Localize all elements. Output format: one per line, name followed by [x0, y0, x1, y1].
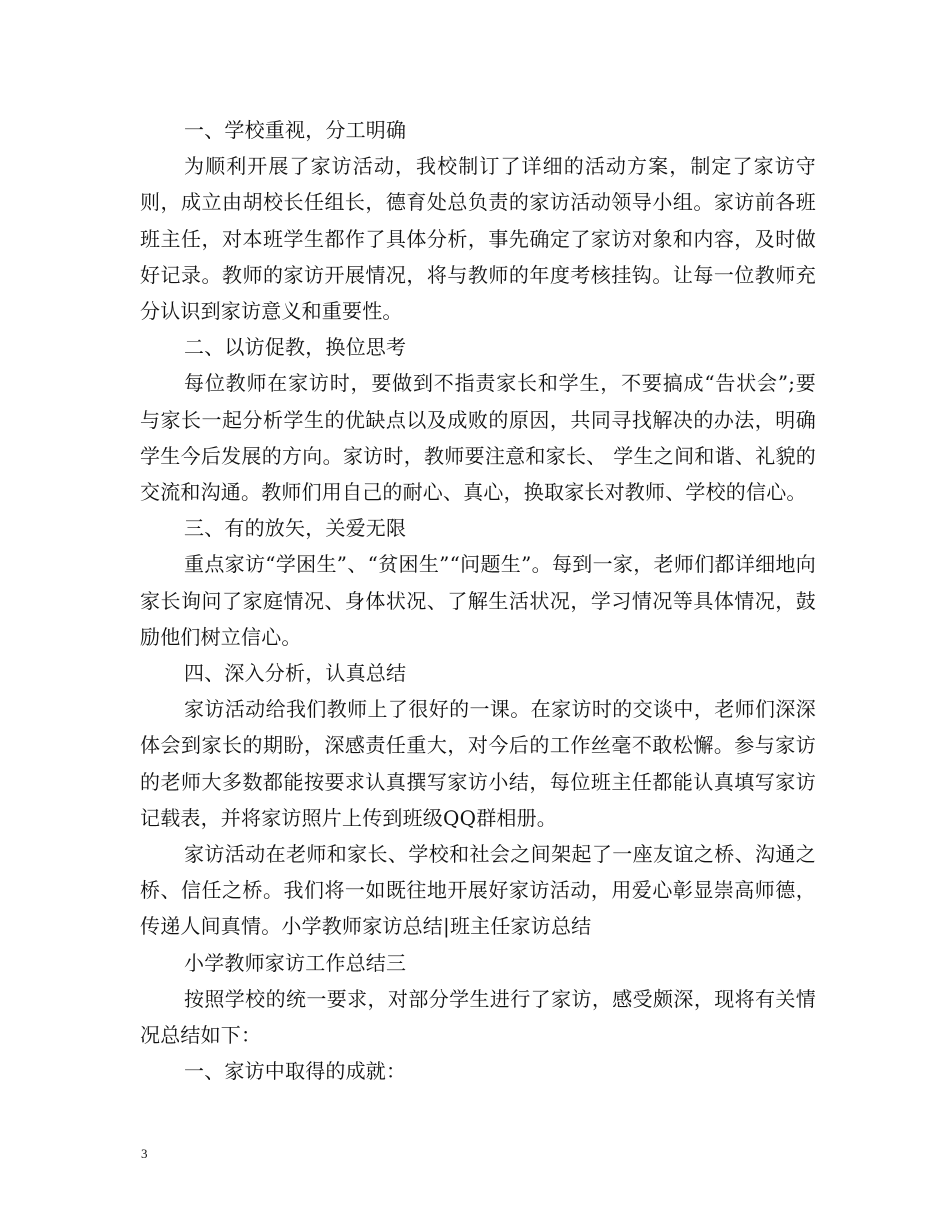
section-heading-3: 三、有的放矢，关爱无限	[184, 516, 407, 541]
page-number: 3	[141, 1146, 148, 1161]
section-heading-1: 一、学校重视，分工明确	[184, 118, 407, 142]
document-body	[140, 112, 816, 1089]
paragraph-6: 按照学校的统一要求，对部分学生进行了家访，感受颇深，现将有关情况总结如下：	[140, 986, 816, 1048]
section-heading-2: 二、以访促教，换位思考	[184, 335, 407, 360]
paragraph-4: 家访活动给我们教师上了很好的一课。在家访时的交谈中，老师们深深体会到家长的期盼，深感责任重大，对今后的工作丝毫不敢松懈。参与家访的老师大多数都能按要求认真撰写家访小结，每位班主任都能认真填写家访记载表，并将家访照片上传到班级QQ群相册。	[140, 697, 816, 830]
section-heading-4: 四、深入分析，认真总结	[184, 661, 407, 686]
paragraph-3: 重点家访“学困生”、“贫困生”“问题生”。每到一家，老师们都详细地向家长询问了家庭情况、身体状况、了解生活状况，学习情况等具体情况，鼓励他们树立信心。	[140, 552, 816, 649]
paragraph-2: 每位教师在家访时，要做到不指责家长和学生，不要搞成“告状会”;要与家长一起分析学生的优缺点以及成败的原因，共同寻找解决的办法，明确学生今后发展的方向。家访时，教师要注意和家长、 学生之间和谐、礼貌的交流和沟通。教师们用自己的耐心、真心，换取家长对教师、学校的信心。	[140, 371, 816, 505]
section-heading-5: 一、家访中取得的成就：	[184, 1059, 407, 1084]
paragraph-1: 为顺利开展了家访活动，我校制订了详细的活动方案，制定了家访守则，成立由胡校长任组长，德育处总负责的家访活动领导小组。家访前各班班主任，对本班学生都作了具体分析，事先确定了家访对象和内容，及时做好记录。教师的家访开展情况，将与教师的年度考核挂钩。让每一位教师充分认识到家访意义和重要性。	[140, 154, 816, 324]
paragraph-5: 家访活动在老师和家长、学校和社会之间架起了一座友谊之桥、沟通之桥、信任之桥。我们将一如既往地开展好家访活动，用爱心彰显崇高师德，传递人间真情。小学教师家访总结|班主任家访总结	[140, 842, 816, 939]
subtitle-summary-3: 小学教师家访工作总结三	[184, 950, 407, 975]
